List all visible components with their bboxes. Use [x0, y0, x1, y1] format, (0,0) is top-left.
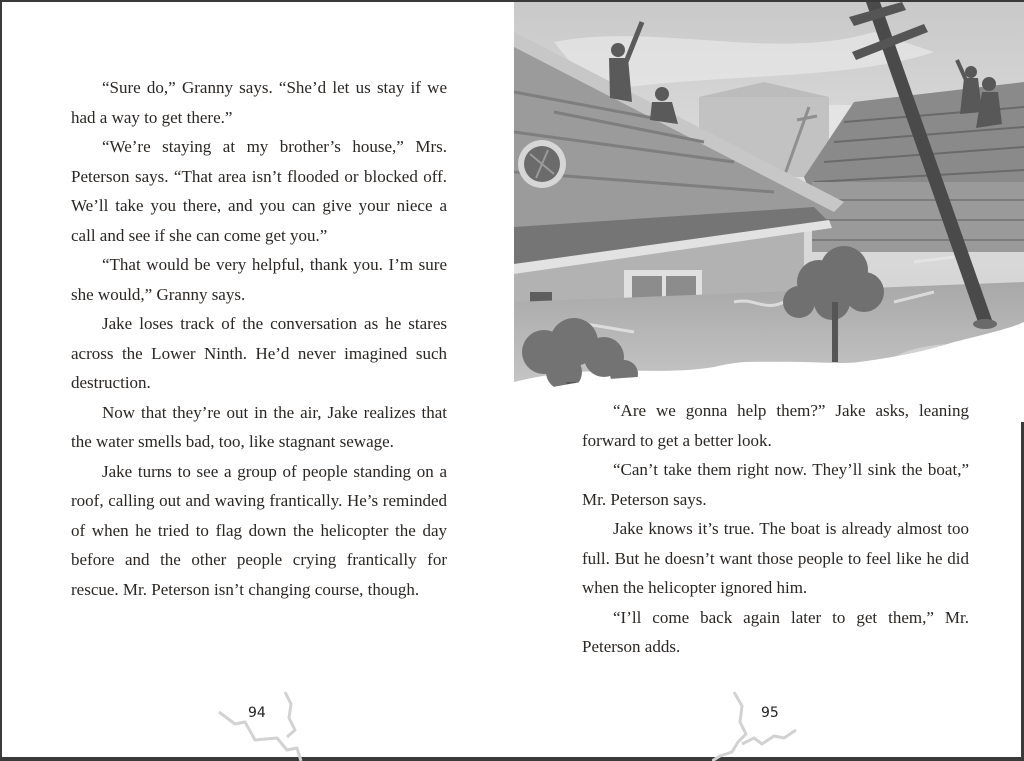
page-number: 94 — [248, 705, 266, 721]
right-page-text — [582, 396, 969, 662]
page-number: 95 — [761, 705, 779, 721]
paragraph: “Can’t take them right now. They’ll sink the boat,” Mr. Peterson says. — [582, 460, 969, 509]
paragraph: “I’ll come back again later to get them,” Mr. Peterson adds. — [582, 607, 969, 656]
paragraph: Jake turns to see a group of people standing on a roof, calling out and waving frantically. He’s reminded of when he tried to flag down the helicopter the day before and the other people crying frantically for rescue. Mr. Peterson isn’t changing course, though. — [71, 461, 447, 599]
paragraph: Now that they’re out in the air, Jake realizes that the water smells bad, too, like stagnant sewage. — [71, 402, 447, 451]
paragraph: “Are we gonna help them?” Jake asks, leaning forward to get a better look. — [582, 401, 969, 450]
right-page — [514, 2, 1024, 757]
left-page — [2, 2, 514, 757]
paragraph: “That would be very helpful, thank you. I’m sure she would,” Granny says. — [71, 255, 447, 304]
paragraph: Jake knows it’s true. The boat is already almost too full. But he doesn’t want those people to feel like he did when the helicopter ignored him. — [582, 519, 969, 597]
flood-illustration-icon — [514, 2, 1024, 422]
left-page-text — [71, 73, 447, 604]
paragraph: “We’re staying at my brother’s house,” Mrs. Peterson says. “That area isn’t flooded or blocked off. We’ll take you there, and you can give your niece a call and see if she can come get you.” — [71, 137, 447, 245]
crack-ornament-icon — [712, 682, 812, 761]
crack-ornament-icon — [217, 682, 317, 761]
paragraph: “Sure do,” Granny says. “She’d let us stay if we had a way to get there.” — [71, 78, 447, 127]
paragraph: Jake loses track of the conversation as he stares across the Lower Ninth. He’d never imagined such destruction. — [71, 314, 447, 392]
